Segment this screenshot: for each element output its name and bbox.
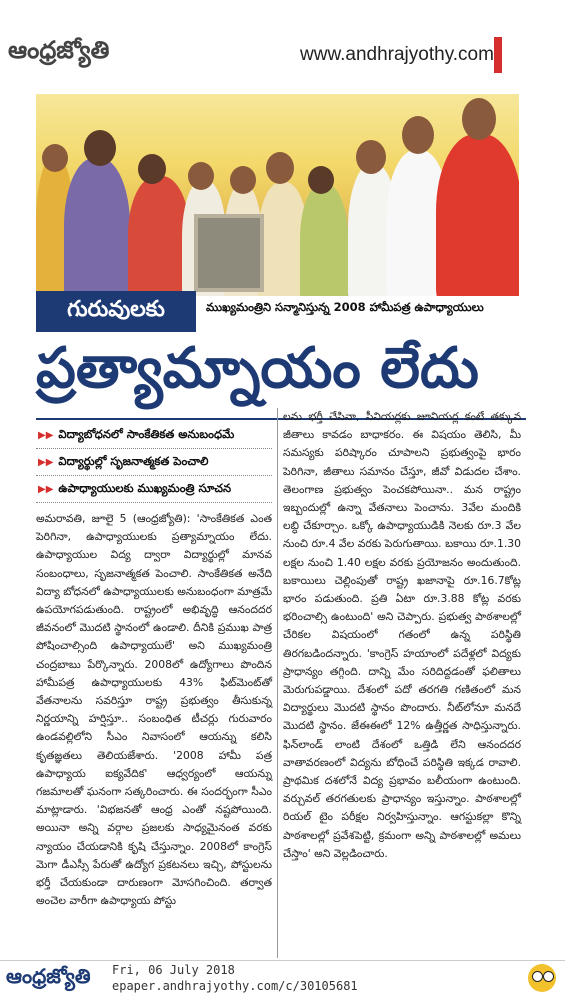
footer-logo: ఆంధ్రజ్యోతి [6,964,91,988]
highlight-item [36,422,272,449]
double-chevron-icon: ▶▶ [38,483,54,495]
highlights-list [36,422,272,503]
epaper-link[interactable]: epaper.andhrajyothy.com/c/30105681 [112,979,358,993]
column-rule [277,408,278,958]
highlight-item [36,449,272,476]
highlight-text: ఉపాధ్యాయులకు ముఖ్యమంత్రి సూచన [58,480,232,495]
headline: ప్రత్యామ్నాయం లేదు [36,336,479,401]
edition-date: Fri, 06 July 2018 [112,963,235,977]
highlight-item [36,476,272,503]
photo-caption: ముఖ్యమంత్రిని సన్మానిస్తున్న 2008 హామీపత్ర ఉపాధ్యాయులు [206,300,484,314]
highlight-text: విద్యాబోధనలో సాంకేతికత అనుబంధమే [58,426,235,441]
double-chevron-icon: ▶▶ [38,429,54,441]
newspaper-logo: ఆంధ్రజ్యోతి [8,36,110,64]
masthead [0,0,565,88]
highlight-text: విద్యార్థుల్లో సృజనాత్మకత పెంచాలి [58,453,209,468]
memento-frame [194,214,264,292]
owl-icon [528,964,556,992]
accent-bar [494,37,502,73]
double-chevron-icon: ▶▶ [38,456,54,468]
article-column-2: లను భర్తీ చేసినా, సీనియర్లకు జూనియర్ల కంటే తక్కువ జీతాలు కావడం బాధాకరం. ఈ విషయం తెలిసి, మీ సమస్యకు పరిష్కారం చూపాలని ప్రభుత్వంపై భారం పెరిగినా, జీతాలు సమానం చేస్తూ, జీవో విడుదల చేశాం. తెలంగాణ ప్రభుత్వం పెంచకపోయినా.. మన రాష్ట్రం ఇబ్బందుల్లో ఉన్నా వేతనాలు పెంచాను. 3వేల మందికి లబ్ధి చేకూర్చాం. ఒక్కో ఉపాధ్యాయుడికి నెలకు రూ.3 వేల నుంచి రూ.4 వేల వరకు పెరుగుతాయి. బకాయి రూ.1.30 లక్షల నుంచి 1.40 లక్షల వరకు ప్రయోజనం అందుతుంది. బకాయిలు చెల్లింపుతో రాష్ట్ర ఖజానాపై రూ.16.7కోట్ల భారం పడుతుంది. ప్రతి ఏటా రూ.3.88 కోట్ల వరకు భరించాల్సి ఉంటుంది' అని చెప్పారు. ప్రభుత్వ పాఠశాలల్లో చేరికల విషయంలో గతంలో ఉన్న పరిస్థితి తిరగబడిందన్నారు. 'కాంగ్రెస్ హయాంలో పదేళ్లలో విద్యకు ప్రాధాన్యం తగ్గింది. దాన్ని మేం సరిదిద్దడంతో ఫలితాలు మెరుగుపడ్డాయి. దేశంలో పదో తరగతి గణితంలో మన విద్యార్థులు మొదటి స్థానం పొందారు. నీట్‌లోనూ మనదే మొదటి స్థానం. జేఈఈలో 12% ఉత్తీర్ణత సాధిస్తున్నారు. ఫిన్‌లాండ్ లాంటి దేశంలో ఒత్తిడి లేని ఆనందదర వాతావరణంలో విద్యను బోధించే పరిస్థితి ఇక్కడ రావాలి. ప్రాథమిక దశలోనే విద్య ప్రభావం బలీయంగా ఉంటుంది. వర్చువల్ తరగతులకు ప్రాధాన్యం ఇస్తున్నాం. పాఠశాలల్లో రియల్ టైం పరీక్షల నిర్వహిస్తున్నాం. ఆగస్టుకల్లా కొన్ని పాఠశాలల్లో ప్రవేశపెట్టి, క్రమంగా అన్ని పాఠశాలల్లో అమలు చేస్తాం' అని వెల్లడించారు. [283,410,521,860]
article-column-1: అమరావతి, జూలై 5 (ఆంధ్రజ్యోతి): 'సాంకేతికత ఎంత పెరిగినా, ఉపాధ్యాయులకు ప్రత్యామ్నాయం లేదు. ఉపాధ్యాయుల విద్య ద్వారా విద్యార్థుల్లో మానవ సంబంధాలు, సృజనాత్మకత పెంచాలి. సాంకేతికత అనేది విద్యా బోధనలో ఉపాధ్యాయులకు అనుబంధంగా మాత్రమే ఉపయోగపడుతుంది. రాష్ట్రంలో అభివృద్ధి ఆనందదర జీవనంలో మొదటి స్థానంలో ఉండాలి. దీనికి ప్రముఖ పాత్ర పోషించాల్సింది ఉపాధ్యాయులే' అని ముఖ్యమంత్రి చంద్రబాబు పేర్కొన్నారు. 2008లో ఉద్యోగాలు పొందిన హామీపత్ర ఉపాధ్యాయులకు 43% ఫిట్‌మెంట్‌తో వేతనాలను సవరిస్తూ రాష్ట్ర ప్రభుత్వం తీసుకున్న నిర్ణయాన్ని హర్షిస్తూ.. సంబంధిత టీచర్లు గురువారం ఉండవల్లిలోని సీఎం నివాసంలో ఆయన్ను కలిసి కృతజ్ఞతలు తెలియజేశారు. '2008 హామీ పత్ర ఉపాధ్యాయ ఐక్యవేదిక' ఆధ్వర్యంలో ఆయన్ను గజమాలతో ఘనంగా సత్కరించారు. ఈ సందర్భంగా సీఎం మాట్లాడారు. 'విభజనతో ఆంధ్ర ఎంతో నష్టపోయింది. అయినా అన్ని వర్గాల ప్రజలకు సాధ్యమైనంత వరకు న్యాయం చేయడానికి కృషి చేస్తున్నాం. 2008లో కాంగ్రెస్ మెగా డీఎస్సీ పేరుతో ఉద్యోగ ప్రకటనలు ఇచ్చి, పోస్టులను భర్తీ చేయకుండా దారుణంగా మోసగించింది. తర్వాత అంచెల వారీగా ఉపాధ్యాయ పోస్టు [36,512,273,908]
article-photo [36,94,519,296]
kicker-banner: గురువులకు [36,291,196,332]
website-url[interactable]: www.andhrajyothy.com [300,44,494,65]
